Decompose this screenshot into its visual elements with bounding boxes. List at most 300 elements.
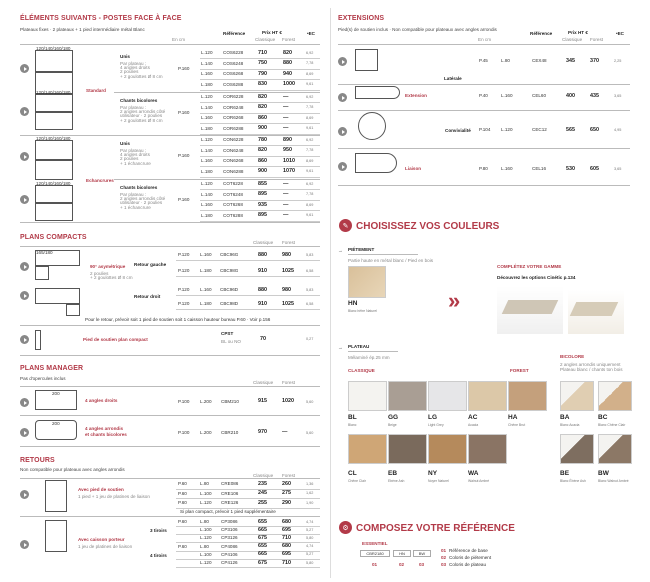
row-price-classique: 910 [258,300,267,307]
row-ec: 6,58 [306,301,314,306]
row-depth: P.100 [178,430,190,435]
row-length: L.160 [201,158,213,163]
row-reference: CRE126 [221,500,239,505]
row-price-forest: 1025 [282,267,294,274]
swatch-name: Blanc Ébène Ash [560,479,586,483]
chevron-right-icon: » [448,288,461,313]
row-length: L.160 [201,71,213,76]
retour-desc-1: 1 pied + 1 jeu de platines de liaison [78,494,150,499]
row-ec: 5,83 [306,252,314,257]
row-reference: CP3126 [221,535,238,541]
product-image-desk-2 [570,302,619,316]
row-price-classique: 915 [258,398,267,404]
plateau-underline [348,351,398,352]
row-length: L.180 [201,212,213,218]
row-price-forest: 1010 [283,157,295,164]
row-length: L.140 [201,191,213,197]
swatch-name: Blanc Walnut Ambré [598,479,629,483]
row-reference: CBC96G [220,252,239,257]
play-icon[interactable] [20,152,29,161]
swatch [560,381,594,411]
row-ec: 8,69 [306,202,314,207]
row-price-forest: 710 [282,534,291,541]
dim-label: 120/140/160/180 [36,46,71,51]
group-desc: 2 poulies [120,69,139,75]
swatch [428,434,467,464]
row-ec: 9,61 [306,82,314,86]
row-ec: 7,78 [306,192,314,196]
swatch [388,434,427,464]
swatch-name: Blanc Acacia [560,423,580,427]
row-ec: 9,61 [306,213,314,217]
desk-diagram-bottom [35,160,73,180]
row-length: L.120 [201,94,213,99]
pied-diagram [35,330,41,350]
legend-num: 02 [441,555,447,560]
header-rule [20,246,320,247]
ref-box-num: 03 [419,562,425,567]
product-image-desk [502,300,559,314]
label-essentiel: ESSENTIEL [362,541,388,546]
pietement-underline [348,254,418,255]
swatch [348,434,387,464]
label-plateau: PLATEAU [348,344,370,349]
swatch-name: Noyer Naturel [428,479,449,483]
row-length: L.80 [200,519,209,524]
swatch-name: Chêne Clair [348,479,366,483]
extension-lateral-diagram [355,49,378,71]
header-forest: Forest [282,473,296,478]
row-length: L.140 [201,147,213,153]
play-icon[interactable] [20,335,29,344]
header-rule [20,478,320,479]
row-depth: P.80 [479,166,488,171]
group-desc: 4 angles droits [120,65,150,71]
row-price-classique: 675 [258,534,267,541]
row-length: L.200 [200,430,212,435]
row-reference: CRE086 [221,481,239,486]
row-price-forest: — [283,191,289,197]
section-title: ÉLÉMENTS SUIVANTS - POSTES FACE À FACE [20,15,182,22]
swatch [598,381,632,411]
group-desc: 4 angles droits [120,152,150,158]
row-price-forest: 950 [283,147,292,153]
label-decouvrez: Découvrez les options Cinétic p.134 [497,275,576,280]
play-icon[interactable] [338,57,347,66]
row-reference: CON6248 [223,147,244,153]
dim-label: 165/180 [36,250,53,255]
row-length: L.120 [201,181,213,186]
row-price-forest: 980 [282,251,291,258]
play-icon[interactable] [338,162,347,171]
section-title: CHOISISSEZ VOS COULEURS [356,221,500,232]
row-length: L.120 [501,127,513,132]
row-reference: CBC98D [220,301,239,306]
swatch-name: Blanc hêtre Naturel [348,309,378,313]
row-price-forest: 820 [283,49,292,56]
row-ec: 2,25 [614,58,622,63]
row-ec: 1,62 [306,491,314,495]
header-ec: •EC [616,31,624,36]
row-reference: COS6268 [223,71,244,76]
row-depth: P.45 [479,58,488,63]
group-desc: + 2 goulottes Ø 8 cm [120,73,163,79]
row-reference: CP4106 [221,551,238,557]
label-laterale: Latérale [444,76,462,81]
row-ec: 6,92 [306,181,314,186]
row-ec: 8,69 [306,158,314,163]
label-liaison: Liaison [405,166,422,171]
group-desc: Par plateau : [120,61,147,66]
row-ec: 9,61 [306,169,314,173]
header-ec: •EC [307,31,315,36]
row-reference: COS6248 [223,60,244,66]
retour-desc-2: 1 jeu de platines de liaison [78,544,133,549]
retour-caisson-diagram [45,520,67,552]
row-price-classique: 400 [566,92,575,99]
row-price-forest: 880 [283,60,292,66]
gear-icon: ⚙ [339,521,352,534]
label-bicolore: BICOLORE [560,354,585,359]
group-desc: + 2 goulottes Ø 8 cm [120,117,163,123]
group-depth: P.160 [178,197,190,202]
header-rule [338,44,630,45]
row-price-classique: 855 [258,180,267,187]
row-reference: CON6288 [223,168,244,174]
row-length: L.80 [501,58,510,63]
swatch-code: NY [428,470,438,477]
header-classique: Classique [253,380,274,385]
row-price-classique: 665 [258,526,267,533]
row-reference: CBR210 [221,430,239,435]
label-forest: FOREST [510,368,529,373]
swatch-name: Walnut Ambré [468,479,490,483]
row-ec: 5,80 [306,535,314,540]
row-reference: CBC98G [220,268,239,273]
row-price-forest: 695 [282,526,291,533]
row-reference: COR6288 [223,125,244,131]
compact-desk-right [35,288,80,304]
header-classique: Classique [255,37,276,42]
row-reference: CON6268 [223,158,244,163]
label-standard: Standard [86,88,106,93]
row-length: L.180 [200,301,212,306]
ref-box: CBR2180 [360,550,390,557]
row-depth: P.120 [178,287,190,292]
header-prix: Prix HT € [262,30,282,35]
bicolore-desc: 2 angles arrondis uniquement [560,362,621,367]
row-price-forest: 290 [282,499,291,506]
label-classique: CLASSIQUE [348,368,375,373]
row-reference: CP3106 [221,527,238,533]
label-extension: Extension [405,93,427,98]
row-ec: 1,36 [306,481,314,486]
row-reference: COT6228 [223,181,243,186]
row-ec: 6,92 [306,94,314,99]
section-subtitle: Non compatible pour plateaux avec angles arrondis [20,467,125,472]
header-prix: Prix HT € [568,30,588,35]
section-title: PLANS COMPACTS [20,234,87,241]
arrow-icon: → [338,248,343,253]
row-price-forest: 1025 [282,300,294,307]
section-rule [20,446,320,447]
play-icon[interactable] [20,540,29,549]
row-price-forest: 1070 [283,168,295,174]
row-price-forest: 680 [282,518,291,525]
extension-round-diagram [358,112,386,140]
play-icon[interactable] [20,107,29,116]
row-reference: COS6288 [223,81,244,87]
row-price-classique: 235 [258,480,267,487]
row-price-forest: — [283,93,289,100]
desk-diagram-top [35,140,73,160]
palette-icon: ✎ [339,219,352,232]
play-icon[interactable] [20,490,29,499]
compact-desk-left-return [35,266,49,280]
header-forest: Forest [282,240,296,245]
row-length: L.160 [201,202,213,207]
row-reference: COR6248 [223,104,244,110]
row-length: L.160 [201,115,213,120]
row-length: L.160 [200,252,212,257]
section-subtitle: Pied(s) de soutien inclus · Non compatible pour plateaux avec angles arrondis [338,27,497,32]
row-price-classique: 880 [258,251,267,258]
play-icon[interactable] [20,291,29,300]
desk-diagram-top [35,185,73,203]
row-reference: CRE106 [221,490,239,496]
pied-sub: BL ou NO [221,339,242,344]
row-price-classique: 935 [258,201,267,208]
row-reference: COR6268 [223,115,244,120]
row-price-classique: 860 [258,157,267,164]
row-ec: 4,74 [306,544,314,549]
row-price-forest: 275 [282,490,291,496]
swatch-code: AC [468,414,478,421]
retour-note: Si plan compact, prévoir 1 pied supplémentaire [180,509,276,514]
play-icon[interactable] [338,93,347,102]
row-reference: CEC12 [532,127,547,132]
row-ec: 5,60 [306,431,314,435]
section-title: COMPOSEZ VOTRE RÉFÉRENCE [356,523,515,534]
row-length: L.180 [201,125,213,131]
row-reference: CP3086 [221,519,238,524]
header-reference: Référence [223,31,246,36]
row-reference: CEX48 [532,58,547,63]
group-desc: + 1 échancrure [120,160,151,166]
row-length: L.160 [501,93,513,98]
row-length: L.180 [201,168,213,174]
row-reference: COT6248 [223,191,243,197]
header-encm: En cm [172,37,186,42]
row-ec: 7,78 [306,105,314,109]
group-desc: 2 angles arrondis côté [120,109,166,115]
legend-num: 01 [441,548,447,553]
row-price-classique: 345 [566,57,575,64]
section-rule [338,185,630,186]
row-length: L.200 [200,399,212,404]
row-price-forest: — [283,212,289,218]
swatch-code: BC [598,414,608,421]
swatch-code: WA [468,470,479,477]
row-rule [20,415,320,416]
swatch [468,434,507,464]
row-price-forest: 890 [283,136,292,143]
section-title: PLANS MANAGER [20,365,84,372]
arrow-icon: → [338,345,343,350]
group-desc: Par plateau : [120,105,147,110]
pied-ref: CPST [221,331,234,336]
row-price-forest: 680 [282,543,291,550]
row-length: L.160 [501,166,513,171]
play-icon[interactable] [20,64,29,73]
legend-num: 03 [441,562,447,567]
header-reference: Référence [530,31,553,36]
section-rule [20,355,320,356]
row-price-forest: 605 [590,165,599,172]
row-ec: 7,78 [306,148,314,152]
swatch-code: HN [348,300,358,307]
play-icon[interactable] [20,262,29,271]
row-price-forest: 695 [282,551,291,558]
row-price-forest: 710 [282,559,291,566]
swatch-code: GG [388,414,399,421]
ref-box: BW [413,550,431,557]
swatch-code: BA [560,414,570,421]
row-price-classique: 665 [258,551,267,558]
swatch-code: CL [348,470,357,477]
play-icon[interactable] [20,195,29,204]
row-price-classique: 750 [258,60,267,66]
row-reference: CBC96D [220,287,239,292]
swatch-hn [348,266,386,298]
manager-label-2: et chants bicolores [85,432,127,437]
row-length: L.100 [200,490,212,496]
row-ec: 6,58 [306,268,314,273]
group-desc: Par plateau : [120,148,147,153]
row-reference: CEL60 [532,93,547,98]
dim-label: 120/140/160/180 [36,90,71,95]
row-price-forest: 940 [283,70,292,77]
row-depth: P.120 [178,301,190,306]
label-retour-gauche: Retour gauche [134,262,167,267]
row-price-classique: 710 [258,49,267,56]
group-desc: 2 angles arrondis côté [120,196,166,202]
row-price-forest: 980 [282,286,291,293]
row-price-classique: 655 [258,543,267,550]
swatch-name: Chêne Brut [508,423,526,427]
row-depth: P.120 [178,268,190,273]
row-rule [338,148,630,149]
dim-label: 120/140/160/180 [36,181,71,186]
group-desc: 2 poulies [120,156,139,162]
row-length: L.120 [201,137,213,142]
swatch-code: BL [348,414,357,421]
header-encm: En cm [478,37,492,42]
row-ec: 5,27 [306,527,314,532]
label-completez: COMPLÉTEZ VOTRE GAMME [497,264,562,269]
legend-text: Référence de base [449,548,488,553]
row-price-classique: 880 [258,286,267,293]
row-length: L.120 [200,535,212,541]
bicolore-desc: Plateau blanc / chants ton bois [560,367,623,372]
label-echancrures: Echancrures [86,178,114,183]
play-icon[interactable] [20,428,29,437]
row-length: L.100 [200,551,212,557]
row-price-forest: — [283,114,289,121]
label-angle-desc: 2 poulies [90,271,109,276]
section-rule [20,222,320,223]
play-icon[interactable] [20,398,29,407]
pietement-desc: Partie haute en métal blanc / Pied en bois [348,258,434,263]
swatch-code: HA [508,414,518,421]
row-depth: P.104 [479,127,491,132]
section-rule [20,516,320,517]
row-length: L.80 [200,481,209,486]
row-price-forest: 1000 [283,81,295,87]
row-length: L.120 [201,50,213,55]
row-price-classique: 970 [258,429,267,435]
row-price-classique: 860 [258,114,267,121]
row-reference: CP4126 [221,560,238,565]
header-rule [20,386,320,387]
section-title: RETOURS [20,457,55,464]
swatch-name: Light Grey [428,423,444,427]
row-ec: 7,78 [306,61,314,65]
pied-label: Pied de soutien plan compact [83,337,148,342]
row-ec: 5,83 [306,287,314,292]
row-length: L.100 [200,527,212,533]
row-price-classique: 245 [258,490,267,496]
row-ec: 4,95 [614,127,622,132]
play-icon[interactable] [338,127,347,136]
group-name: Chants bicolores [120,98,158,103]
section-title: EXTENSIONS [338,15,385,22]
row-price-classique: 820 [258,147,267,153]
swatch-name: Blanc Chêne Clair [598,423,626,427]
row-reference: CP4086 [221,543,238,549]
row-length: L.140 [201,60,213,66]
swatch [428,381,467,411]
dim-label: 200 [52,391,60,396]
retour-label-2: Avec caisson porteur [78,537,125,542]
row-ec: 8,69 [306,71,314,76]
extension-half-diagram [355,86,400,99]
row-length: L.120 [200,560,212,565]
group-depth: P.160 [178,153,190,158]
row-length: L.140 [201,104,213,110]
column-divider [330,8,331,578]
swatch-code: LG [428,414,438,421]
row-ec: 3,65 [614,93,622,98]
row-price-classique: 820 [258,104,267,110]
row-price-classique: 675 [258,559,267,566]
label-angle: 90° asymétrique [90,264,126,269]
section-rule [20,325,320,326]
label-retour-droit: Retour droit [134,294,161,299]
section-subtitle: Pas d'opercules inclus [20,376,66,381]
row-price-forest: — [283,180,289,187]
row-price-classique: 790 [258,70,267,77]
row-ec: 1,90 [306,500,314,505]
header-classique: Classique [562,37,583,42]
manager-label-2: 4 angles arrondis [85,426,124,431]
group-name: Unis [120,141,130,146]
row-price-forest: — [283,104,289,110]
swatch [508,381,547,411]
row-price-forest: — [283,201,289,208]
plateau-desc: Mélaminé ép.25 mm [348,355,390,360]
row-reference: CEL16 [532,166,547,171]
